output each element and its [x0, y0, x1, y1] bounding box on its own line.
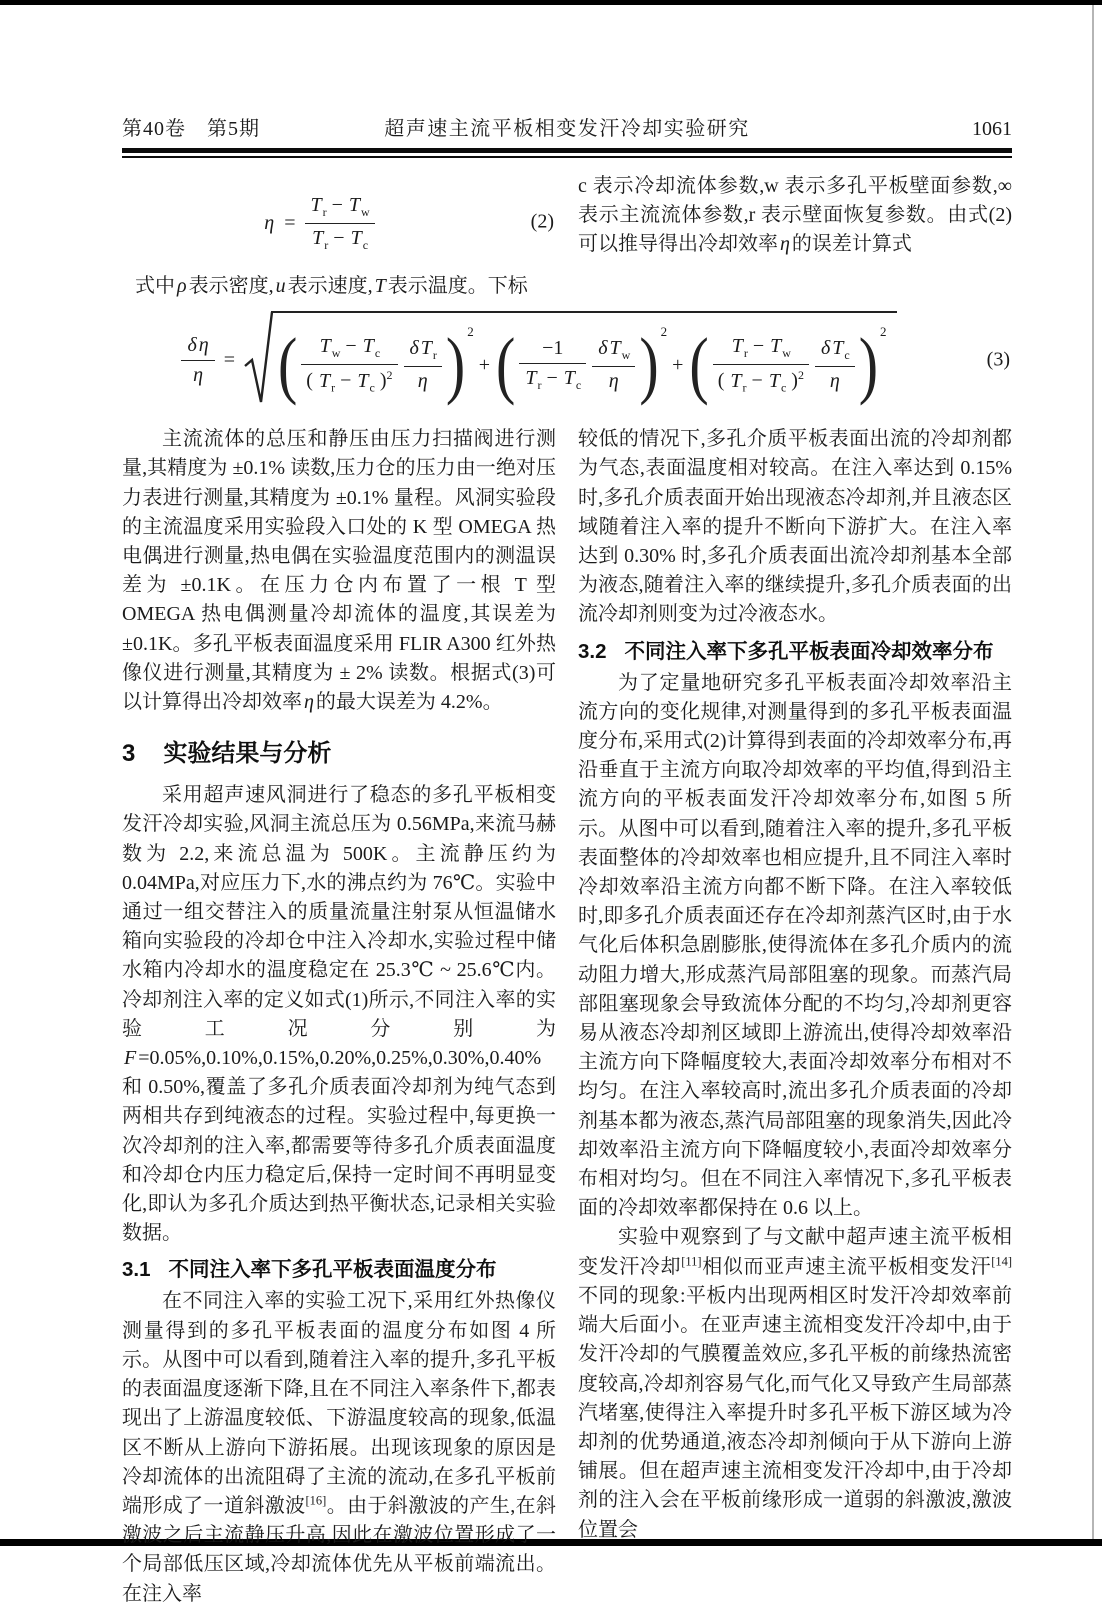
equation-2 [122, 172, 556, 272]
var-T: T [374, 275, 386, 297]
eq2-note: 式中 ρ 表示密度, u 表示速度, T 表示温度。下标 [135, 275, 528, 297]
var-rho: ρ [177, 275, 187, 297]
paragraph-phase: 较低的情况下,多孔介质平板表面出流的冷却剂都为气态,表面温度相对较高。在注入率达到 0.15% 时,多孔介质表面开始出现液态冷却剂,并且液态区域随着注入率的提升不断向下游扩大。在注入率达到 0.30% 时,多孔介质表面出流冷却剂基本全部为液态,随着注入率的继续提升,多孔介质表面的出流冷却剂则变为过冷液态水。 [578, 428, 1012, 626]
page-scan-edge-line [1092, 5, 1094, 1539]
eq2-fraction: $\frac{T_r - T_w}{T_r - T_c}$ [305, 194, 375, 253]
page-header [122, 112, 1012, 141]
reference-11: [11] [681, 1254, 702, 1269]
var-eta: η [304, 691, 314, 714]
eq2-number: (2) [530, 210, 554, 233]
top-row [122, 172, 1012, 301]
var-eta: η [780, 233, 790, 256]
eq2-equals: = [284, 211, 296, 234]
eq2-lhs: η [264, 211, 275, 234]
page-content [122, 112, 1012, 1609]
reference-16: [16] [305, 1493, 327, 1508]
paragraph-observation: 实验中观察到了与文献中超声速主流平板相变发汗冷却[11]相似而亚声速主流平板相变发汗[14]不同的现象:平板内出现两相区时发汗冷却效率前端大后面小。在亚声速主流相变发汗冷却中,由于发汗冷却的气膜覆盖效应,多孔平板的前缘热流密度较高,冷却剂容易气化,而气化又导致产生局部蒸汽堵塞,使得注入率提升时多孔平板下游区域为冷却剂的优势通道,液态冷却剂倾向于从下游向上游铺展。但在超声速主流相变发汗冷却中,由于冷却剂的注入会在平板前缘形成一道弱的斜激波,激波位置会 [578, 1226, 1013, 1541]
radical-sign-icon [244, 309, 274, 409]
var-u: u [275, 275, 286, 297]
right-column [578, 425, 1012, 1609]
eq3-term-1: ( $\frac{T_w - T_c}{( T_r - T_c )^2}$ $\frac{\delta T_r}{\eta}$ ) $^2$ [277, 322, 474, 407]
paragraph-measurement: 主流流体的总压和静压由压力扫描阀进行测量,其精度为 ±0.1% 读数,压力仓的压力由一绝对压力表进行测量,其精度为 ±0.1% 量程。风洞实验段的主流温度采用实验段入口处的 K 型 OMEGA 热电偶进行测量,热电偶在实验温度范围内的测温误差为 ±0.1K。在压力仓内布置了一根 T 型 OMEGA 热电偶测量冷却流体的温度,其误差为 ±0.1K。多孔平板表面温度采用 FLIR A300 红外热像仪进行测量,其精度为 ± 2% 读数。根据式(3)可以计算得出冷却效率 η 的最大误差为 4.2%。 [122, 428, 556, 714]
paragraph-efficiency: 为了定量地研究多孔平板表面冷却效率沿主流方向的变化规律,对测量得到的多孔平板表面温度分布,采用式(2)计算得到表面的冷却效率分布,再沿垂直于主流方向取冷却效率的平均值,得到沿主流方向的平板表面发汗冷却效率分布,如图 5 所示。从图中可以看到,随着注入率的提升,多孔平板表面整体的冷却效率也相应提升,且不同注入率时冷却效率沿主流方向都不断下降。在注入率较低时,即多孔介质表面还存在冷却剂蒸汽区时,由于水气化后体积急剧膨胀,使得流体在多孔介质内的流动阻力增大,形成蒸汽局部阻塞的现象。而蒸汽局部阻塞现象会导致流体分配的不均匀,冷却剂更容易从液态冷却剂区域即上游流出,使得冷却效率沿主流方向下降幅度较大,表面冷却效率分布相对不均匀。在注入率较高时,流出多孔介质表面的冷却剂基本都为液态,蒸汽局部阻塞的现象消失,因此冷却效率沿主流方向下降幅度较小,表面冷却效率分布相对均匀。但在不同注入率情况下,多孔平板表面的冷却效率都保持在 0.6 以上。 [578, 671, 1012, 1220]
eq3-equals: = [223, 348, 235, 371]
right-column-top [578, 172, 1012, 301]
reference-14: [14] [991, 1254, 1013, 1269]
section-3-heading: 3 实验结果与分析 [122, 740, 332, 768]
eq3-term-3: ( $\frac{T_r - T_w}{( T_r - T_c )^2}$ $\frac{\delta T_c}{\eta}$ ) $^2$ [689, 322, 887, 407]
running-title: 超声速主流平板相变发汗冷却实验研究 [384, 118, 750, 140]
left-column-top [122, 172, 556, 301]
eq3-number: (3) [986, 348, 1010, 371]
page-top-edge [0, 0, 1102, 5]
var-F: F [124, 1047, 137, 1070]
section-3-1-heading: 3.1 不同注入率下多孔平板表面温度分布 [122, 1258, 497, 1282]
header-rule-thick [122, 148, 1012, 153]
eq3-lhs-fraction: $\frac{\text{δ η}}{\eta}$ [181, 334, 214, 387]
eq3-term-2: ( $\frac{-1}{T_r - T_c}$ $\frac{\delta T_w}{\eta}$ ) $^2$ [496, 322, 668, 407]
paragraph-temperature: 在不同注入率的实验工况下,采用红外热像仪测量得到的多孔平板表面的温度分布如图 4 所示。从图中可以看到,随着注入率的提升,多孔平板的表面温度逐渐下降,且在不同注入率条件下,都表现出了上游温度较低、下游温度较高的现象,低温区不断从上游向下游拓展。出现该现象的原因是冷却流体的出流阻碍了主流的流动,在多孔平板前端形成了一道斜激波[16]。由于斜激波的产生,在斜激波之后主流静压升高,因此在激波位置形成了一个局部低压区域,冷却流体优先从平板前端流出。在注入率 [122, 1290, 557, 1605]
left-column [122, 425, 556, 1609]
paragraph-subscripts: c 表示冷却流体参数,w 表示多孔平板壁面参数,∞表示主流流体参数,r 表示壁面恢复参数。由式(2)可以推导得出冷却效率 η 的误差计算式 [578, 175, 1012, 256]
page-number: 1061 [972, 118, 1012, 140]
volume-issue: 第40卷 第5期 [122, 118, 260, 140]
paragraph-experiment: 采用超声速风洞进行了稳态的多孔平板相变发汗冷却实验,风洞主流总压为 0.56MPa,来流马赫数为 2.2,来流总温为 500K。主流静压约为 0.04MPa,对应压力下,水的沸点约为 76℃。实验中通过一组交替注入的质量流量注射泵从恒温储水箱向实验段的冷却仓中注入冷却水,实验过程中储水箱内冷却水的温度稳定在 25.3℃ ~ 25.6℃内。冷却剂注入率的定义如式(1)所示,不同注入率的实验工况分别为F =0.05%,0.10%,0.15%,0.20%,0.25%,0.30%,0.40% 和 0.50%,覆盖了多孔介质表面冷却剂为纯气态到两相共存到纯液态的过程。实验过程中,每更换一次冷却剂的注入率,都需要等待多孔介质表面温度和冷却仓内压力稳定后,保持一定时间不再明显变化,即认为多孔介质达到热平衡状态,记录相关实验数据。 [122, 784, 556, 1245]
header-rule-thin [122, 156, 1012, 158]
main-row [122, 425, 1012, 1609]
equation-3 [122, 307, 1012, 413]
eq3-square-root: ( $\frac{T_w - T_c}{( T_r - T_c )^2}$ $\frac{\delta T_r}{\eta}$ ) $^2$ + ( $\frac{-1}{T_r - T_c}$ $\frac{\delta T_w}{\eta}$ ) $^2$ + ( $\frac{T_r - T_w}{( T_r - T_c )^2}$ $\frac{\delta T_c}{\eta}$ ) $^2$ [244, 309, 897, 411]
section-3-2-heading: 3.2 不同注入率下多孔平板表面冷却效率分布 [578, 639, 994, 663]
